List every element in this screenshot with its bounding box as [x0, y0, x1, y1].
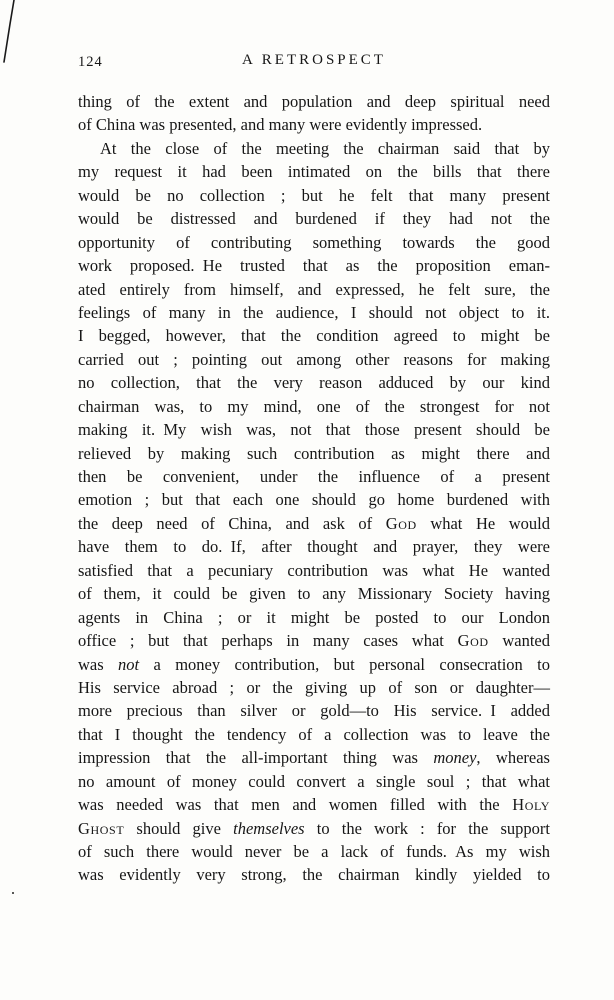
text-line: chairman was, to my mind, one of the strongest for not: [78, 396, 550, 416]
text-line: opportunity of contributing something towards the good: [78, 232, 550, 252]
text-line: satisfied that a pecuniary contribution was what He wanted: [78, 560, 550, 580]
ink-dot: [12, 892, 14, 894]
text-line: carried out ; pointing out among other reasons for making: [78, 349, 550, 369]
text-line: emotion ; but that each one should go home burdened with: [78, 490, 550, 510]
text-line: making it. My wish was, not that those present should be: [78, 420, 550, 440]
text-line: of China was presented, and many were evidently impressed.: [78, 115, 483, 135]
text-line: His service abroad ; or the giving up of son or daughter—: [78, 677, 550, 697]
text-line: relieved by making such contribution as might there and: [78, 443, 550, 463]
page-header: [78, 52, 550, 72]
text-line: no amount of money could convert a single soul ; that what: [78, 771, 550, 791]
text-line: would be distressed and burdened if they had not the: [78, 209, 550, 229]
text-line: thing of the extent and population and deep spiritual need: [78, 92, 550, 111]
page-text: [78, 90, 550, 887]
text-line: feelings of many in the audience, I should not object to it.: [78, 302, 550, 322]
text-line: ated entirely from himself, and expressed, he felt sure, the: [78, 279, 550, 299]
text-line: more precious than silver or gold—to His service. I added: [78, 701, 550, 721]
text-line: of such there would never be a lack of funds. As my wish: [78, 842, 550, 861]
text-line: office ; but that perhaps in many cases what God wanted: [78, 631, 550, 651]
page-number: 124: [78, 54, 103, 70]
text-line: that I thought the tendency of a collection was to leave the: [78, 724, 550, 744]
text-line: was evidently very strong, the chairman kindly yielded to: [78, 865, 550, 885]
text-line: At the close of the meeting the chairman said that by: [100, 138, 550, 158]
text-line: I begged, however, that the condition agreed to might be: [78, 326, 550, 346]
pen-stroke-mark: [0, 0, 30, 70]
text-line: was not a money contribution, but personal consecration to: [78, 654, 550, 674]
text-line: of them, it could be given to any Missionary Society having: [78, 584, 550, 604]
text-line: my request it had been intimated on the bills that there: [78, 162, 550, 182]
text-line: would be no collection ; but he felt that many present: [78, 185, 550, 205]
text-line: the deep need of China, and ask of God what He would: [78, 513, 550, 533]
text-line: no collection, that the very reason adduced by our kind: [78, 373, 550, 393]
text-line: work proposed. He trusted that as the proposition eman-: [78, 256, 550, 276]
text-line: impression that the all-important thing was money, whereas: [78, 748, 550, 768]
running-title: A RETROSPECT: [242, 52, 386, 68]
text-line: then be convenient, under the influence of a present: [78, 467, 550, 486]
text-line: Ghost should give themselves to the work : for the support: [78, 818, 550, 838]
text-line: agents in China ; or it might be posted to our London: [78, 607, 550, 627]
text-line: have them to do. If, after thought and prayer, they were: [78, 537, 550, 557]
text-line: was needed was that men and women filled with the Holy: [78, 795, 550, 815]
